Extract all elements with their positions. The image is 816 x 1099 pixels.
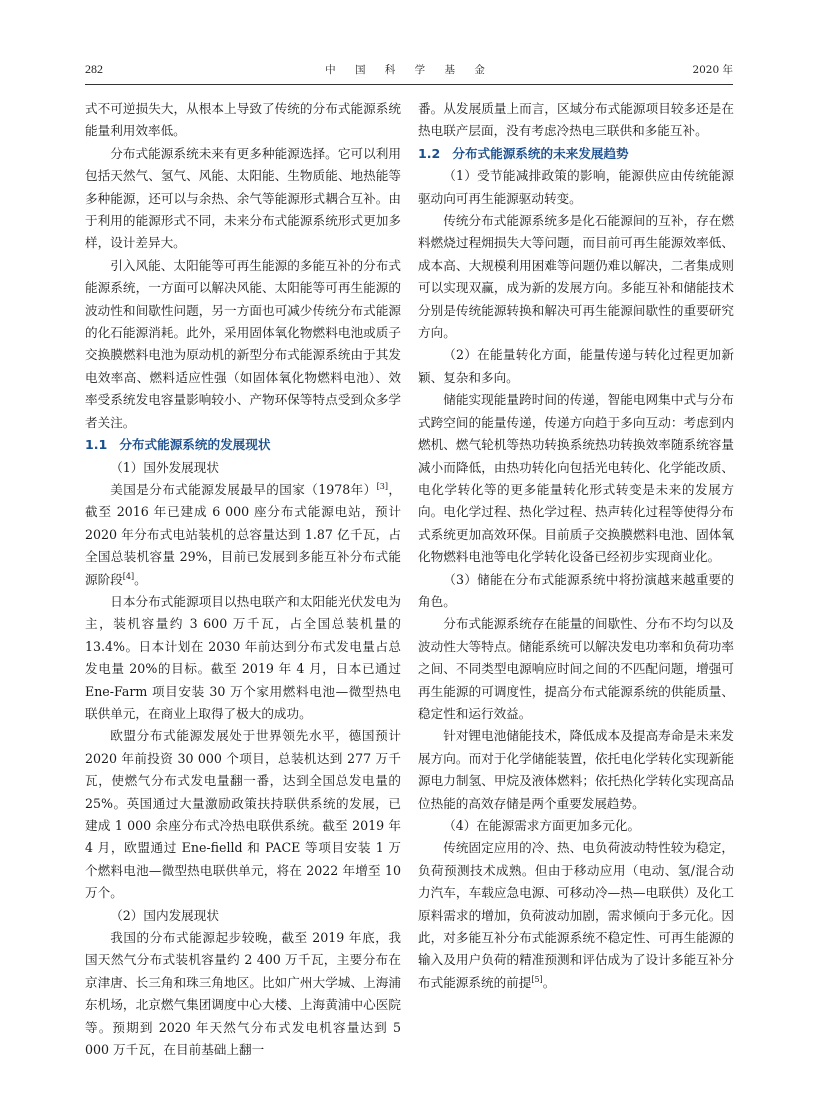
- paragraph: 分布式能源系统未来有更多种能源选择。它可以利用包括天然气、氢气、风能、太阳能、生物质能、地热能等多种能源，还可以与余热、余气等能源形式耦合互补。由于利用的能源形式不同，未来分布式能源系统形式更加多样，设计差异大。: [85, 145, 401, 251]
- text-run: 。: [542, 974, 556, 990]
- page-number: 282: [85, 62, 103, 76]
- left-column: [85, 98, 401, 1083]
- paragraph: 针对锂电池储能技术，降低成本及提高寿命是未来发展方向。而对于化学储能装置，依托电化学转化实现新能源电力制氢、甲烷及液体燃料；依托热化学转化实现高品位热能的高效存储是两个重要发展趋势。: [418, 728, 734, 811]
- paragraph: 番。从发展质量上而言，区域分布式能源项目较多还是在热电联产层面，没有考虑冷热电三联供和多能互补。: [418, 101, 734, 139]
- section-number: 1.1: [85, 437, 108, 453]
- section-heading-1-2: [418, 143, 734, 165]
- text-run: 。: [134, 571, 147, 587]
- paragraph: 日本分布式能源项目以热电联产和太阳能光伏发电为主，装机容量约 3 600 万千瓦，占全国总装机量的 13.4%。日本计划在 2030 年前达到分布式发电量占总发电量 20%的目标。截至 2019 年 4 月，日本已通过 Ene-Farm 项目安装 30 万个家用燃料电池—微型热电联供单元，在商业上取得了极大的成功。: [85, 593, 401, 721]
- header-rule: [85, 84, 733, 85]
- section-heading-1-1: [85, 434, 401, 456]
- section-title: 分布式能源系统的发展现状: [119, 437, 271, 453]
- paragraph: 储能实现能量跨时间的传递，智能电网集中式与分布式跨空间的能量传递，传递方向趋于多向互动：考虑到内燃机、燃气轮机等热功转换系统热功转换效率随系统容量减小而降低，由热功转化向包括光电转化、化学能改质、电化学转化等的更多能量转化形式转变是未来的发展方向。电化学过程、热化学过程、热声转化过程等使得分布式系统更加高效环保。目前质子交换膜燃料电池、固体氧化物燃料电池等电化学转化设备已经初步实现商业化。: [418, 392, 734, 565]
- text-run: ，截至 2016 年已建成 6 000 座分布式能源电站，预计 2020 年分布式电站装机的总容量达到 1.87 亿千瓦，占全国总装机容量 29%，目前已发展到多能互补分布式能源阶段: [85, 481, 401, 587]
- subheading: （2）国内发展现状: [110, 907, 219, 923]
- section-number: 1.2: [418, 145, 441, 161]
- section-title: 分布式能源系统的未来发展趋势: [452, 145, 629, 161]
- citation-ref[interactable]: [3]: [376, 481, 388, 491]
- subheading: （2）在能量转化方面，能量传递与转化过程更加新颖、复杂和多向。: [418, 347, 734, 385]
- subheading: （3）储能在分布式能源系统中将扮演越来越重要的角色。: [418, 571, 734, 609]
- subheading: （4）在能源需求方面更加多元化。: [443, 818, 641, 833]
- subheading: （1）国外发展现状: [110, 459, 219, 475]
- paragraph: 引入风能、太阳能等可再生能源的多能互补的分布式能源系统，一方面可以解决风能、太阳能等可再生能源的波动性和间歇性问题，另一方面也可减少传统分布式能源的化石能源消耗。此外，采用固体氧化物燃料电池或质子交换膜燃料电池为原动机的新型分布式能源系统由于其发电效率高、燃料适应性强（如固体氧化物燃料电池）、效率受系统发电容量影响较小、产物环保等特点受到众多学者关注。: [85, 257, 401, 430]
- subheading: （1）受节能减排政策的影响，能源供应由传统能源驱动向可再生能源驱动转变。: [418, 168, 734, 206]
- paragraph: [85, 479, 401, 591]
- page-header: [85, 62, 733, 80]
- paragraph: 分布式能源系统存在能量的间歇性、分布不均匀以及波动性大等特点。储能系统可以解决发电功率和负荷功率之间、不同类型电源响应时间之间的不匹配问题，增强可再生能源的可调度性，提高分布式能源系统的供能质量、稳定性和运行效益。: [418, 616, 734, 721]
- text-run: 传统固定应用的冷、热、电负荷波动特性较为稳定，负荷预测技术成熟。但由于移动应用（电动、氢/混合动力汽车，车载应急电源、可移动冷—热—电联供）及化工原料需求的增加，负荷波动加剧，需求倾向于多元化。因此，对多能互补分布式能源系统不稳定性、可再生能源的输入及用户负荷的精准预测和评估成为了设计多能互补分布式能源系统的前提: [418, 840, 734, 990]
- publication-year: 2020 年: [692, 64, 733, 76]
- paragraph: [418, 837, 734, 994]
- right-column: [418, 98, 734, 1083]
- journal-title: 中 国 科 学 基 金: [325, 64, 493, 76]
- citation-ref[interactable]: [5]: [531, 974, 543, 984]
- paragraph: 传统分布式能源系统多是化石能源间的互补，存在燃料燃烧过程㶲损失大等问题，而目前可再生能源效率低、成本高、大规模利用困难等问题仍难以解决，二者集成则可以实现双赢，成为新的发展方向。多能互补和储能技术分别是传统能源转换和解决可再生能源间歇性的重要研究方向。: [418, 213, 734, 341]
- text-run: 美国是分布式能源发展最早的国家（1978年）: [110, 481, 377, 497]
- paragraph: 欧盟分布式能源发展处于世界领先水平，德国预计 2020 年前投资 30 000 个项目，总装机达到 277 万千瓦，使燃气分布式发电量翻一番，达到全国总发电量的 25%。英国通过大量激励政策扶持联供系统的发展，已建成 1 000 余座分布式冷热电联供系统。截至 2019 年 4 月，欧盟通过 Ene-fielld 和 PACE 等项目安装 1 万个燃料电池—微型热电联供单元，将在 2022 年增至 10 万个。: [85, 728, 401, 901]
- paragraph: 式不可逆损失大，从根本上导致了传统的分布式能源系统能量利用效率低。: [85, 101, 401, 139]
- paragraph: 我国的分布式能源起步较晚，截至 2019 年底，我国天然气分布式装机容量约 2 400 万千瓦，主要分布在京津唐、长三角和珠三角地区。比如广州大学城、上海浦东机场，北京燃气集团调度中心大楼、上海黄浦中心医院等。预期到 2020 年天然气分布式发电机容量达到 5 000 万千瓦，在目前基础上翻一: [85, 930, 401, 1058]
- citation-ref[interactable]: [4]: [122, 571, 135, 581]
